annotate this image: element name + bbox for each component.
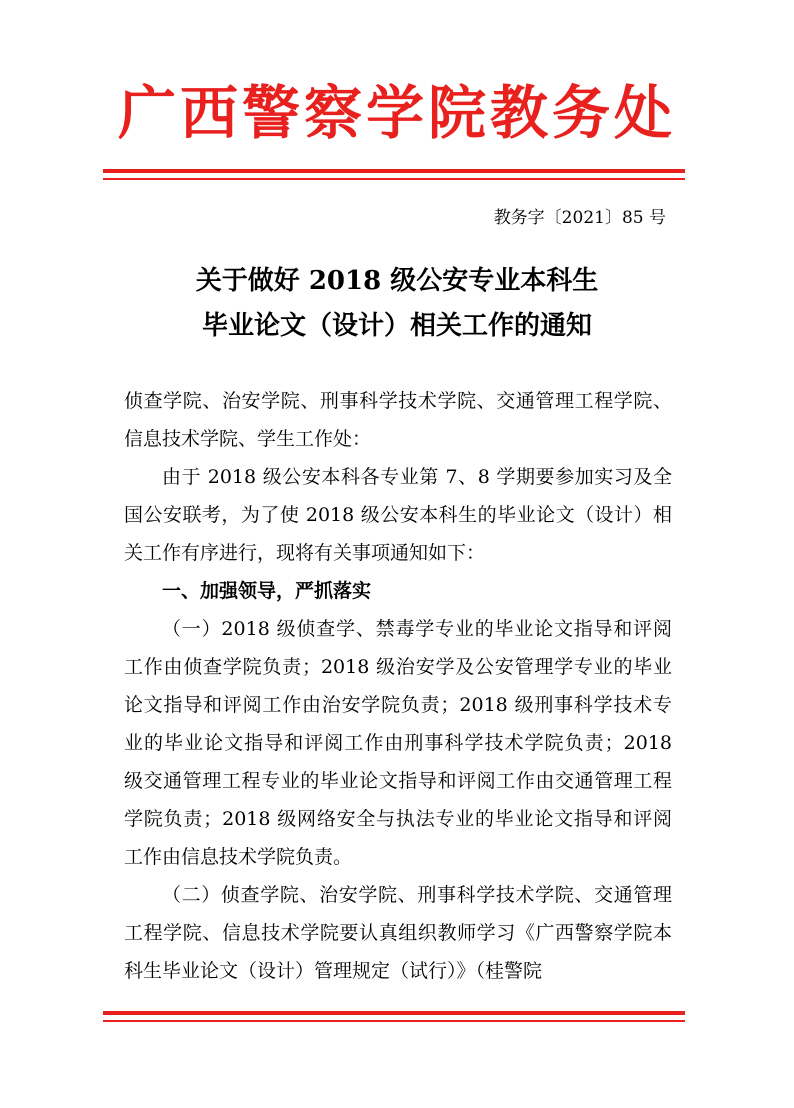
list-item-1: （一）2018 级侦查学、禁毒学专业的毕业论文指导和评阅工作由侦查学院负责；2018 级治安学及公安管理学专业的毕业论文指导和评阅工作由治安学院负责；2018 级刑事科学技术专业的毕业论文指导和评阅工作由刑事科学技术学院负责；2018 级交通管理工程专业的毕业论文指导和评阅工作由交通管理工程学院负责；2018 级网络安全与执法专业的毕业论文指导和评阅工作由信息技术学院负责。 [124,618,672,868]
document-title-line-2: 毕业论文（设计）相关工作的通知 [201,311,592,341]
footer-red-rule-thick [103,1011,685,1015]
intro-paragraph: 由于 2018 级公安本科各专业第 7、8 学期要参加实习及全国公安联考，为了使 2018 级公安本科生的毕业论文（设计）相关工作有序进行，现将有关事项通知如下： [124,466,672,564]
footer-red-rule-thin [103,1020,685,1022]
document-title-line-1: 关于做好 2018 级公安专业本科生 [195,266,599,296]
list-item-2: （二）侦查学院、治安学院、刑事科学技术学院、交通管理工程学院、信息技术学院要认真组织教师学习《广西警察学院本科生毕业论文（设计）管理规定（试行）》（桂警院 [124,884,672,982]
document-body [124,382,672,990]
header-red-rule-thin [103,178,685,180]
org-masthead: 广西警察学院教务处 [117,79,676,147]
document-number: 教务字〔2021〕85 号 [493,208,666,228]
recipients-paragraph: 侦查学院、治安学院、刑事科学技术学院、交通管理工程学院、信息技术学院、学生工作处： [124,390,672,450]
header-red-rule-thick [103,169,685,173]
section-heading: 一、加强领导，严抓落实 [162,580,372,602]
